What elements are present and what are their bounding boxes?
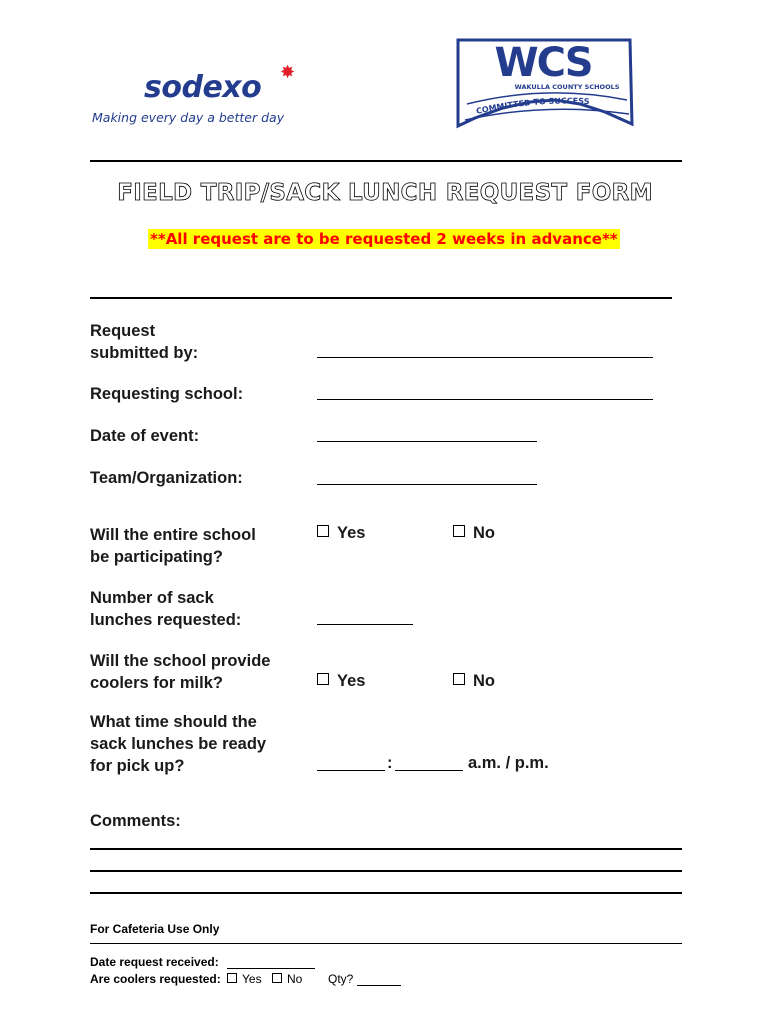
- cafeteria-divider: [90, 943, 682, 944]
- wcs-logo: [455, 38, 635, 130]
- checkbox[interactable]: [317, 673, 329, 685]
- checkbox[interactable]: [453, 673, 465, 685]
- checkbox[interactable]: [317, 525, 329, 537]
- cafeteria-coolers-no-option[interactable]: No: [272, 972, 302, 986]
- sodexo-star-icon: ✸: [280, 62, 296, 82]
- qty-field[interactable]: [357, 985, 401, 986]
- comments-line[interactable]: [90, 870, 682, 872]
- sodexo-wordmark: sodexo: [144, 70, 262, 105]
- pickup-minute-field[interactable]: [395, 770, 463, 771]
- checkbox[interactable]: [272, 973, 282, 983]
- top-divider: [90, 160, 682, 162]
- requesting-school-label: Requesting school:: [90, 385, 244, 403]
- date-of-event-field[interactable]: [317, 441, 537, 442]
- cafeteria-heading: For Cafeteria Use Only: [90, 922, 220, 936]
- date-received-label: Date request received:: [90, 955, 219, 969]
- coolers-yes-option[interactable]: Yes: [317, 672, 365, 691]
- form-title: FIELD TRIP/SACK LUNCH REQUEST FORM: [117, 180, 653, 206]
- sodexo-logo: [92, 62, 312, 128]
- qty-label: Qty?: [328, 972, 354, 986]
- num-lunches-field[interactable]: [317, 624, 413, 625]
- entire-school-label: Will the entire school be participating?: [90, 526, 256, 566]
- checkbox[interactable]: [227, 973, 237, 983]
- entire-school-yes-option[interactable]: Yes: [317, 524, 365, 543]
- requesting-school-field[interactable]: [317, 399, 653, 400]
- cafeteria-coolers-yes-option[interactable]: Yes: [227, 972, 262, 986]
- checkbox[interactable]: [453, 525, 465, 537]
- sodexo-tagline: Making every day a better day: [92, 110, 285, 125]
- team-organization-field[interactable]: [317, 484, 537, 485]
- pickup-time-label: What time should the sack lunches be ready for pick up?: [90, 713, 267, 775]
- ampm-label: a.m. / p.m.: [468, 754, 549, 772]
- date-of-event-label: Date of event:: [90, 427, 200, 445]
- entire-school-no-option[interactable]: No: [453, 524, 495, 543]
- submitted-by-field[interactable]: [317, 357, 653, 358]
- header-divider: [90, 297, 672, 299]
- comments-label: Comments:: [90, 812, 181, 830]
- coolers-requested-label: Are coolers requested:: [90, 972, 221, 986]
- advance-notice: **All request are to be requested 2 weeks in advance**: [150, 230, 618, 248]
- team-organization-label: Team/Organization:: [90, 469, 243, 487]
- wcs-name: WAKULLA COUNTY SCHOOLS: [514, 83, 620, 91]
- comments-line[interactable]: [90, 848, 682, 850]
- comments-line[interactable]: [90, 892, 682, 894]
- pickup-hour-field[interactable]: [317, 770, 385, 771]
- num-lunches-label: Number of sack lunches requested:: [90, 589, 242, 629]
- date-received-field[interactable]: [227, 968, 315, 969]
- wcs-motto: COMMITTED TO SUCCESS: [475, 96, 590, 117]
- wcs-letters: WCS: [494, 40, 592, 86]
- coolers-no-option[interactable]: No: [453, 672, 495, 691]
- coolers-label: Will the school provide coolers for milk?: [90, 652, 271, 692]
- submitted-by-label: Request submitted by:: [90, 322, 199, 362]
- time-colon: :: [387, 754, 393, 772]
